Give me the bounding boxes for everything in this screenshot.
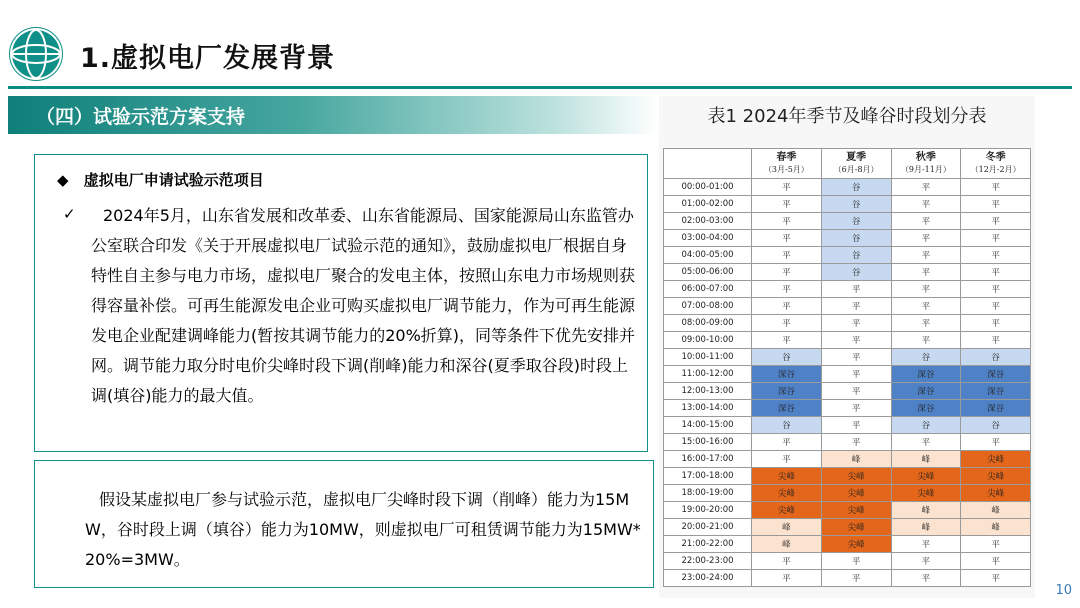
season-range: （12月-2月）	[970, 164, 1021, 174]
period-type-cell: 平	[752, 213, 822, 230]
period-type-cell: 谷	[961, 417, 1031, 434]
table-row	[664, 383, 1031, 400]
time-slot-cell: 10:00-11:00	[664, 349, 752, 366]
period-type-cell: 尖峰	[821, 468, 891, 485]
period-type-cell: 平	[752, 332, 822, 349]
period-type-cell: 谷	[821, 179, 891, 196]
time-slot-cell: 00:00-01:00	[664, 179, 752, 196]
period-type-cell: 平	[961, 553, 1031, 570]
period-type-cell: 平	[821, 366, 891, 383]
period-type-cell: 平	[821, 349, 891, 366]
period-type-cell: 平	[752, 298, 822, 315]
time-slot-cell: 22:00-23:00	[664, 553, 752, 570]
time-slot-cell: 04:00-05:00	[664, 247, 752, 264]
page-number: 10	[1055, 583, 1072, 598]
diamond-bullet-icon: ◆	[57, 171, 69, 189]
page-title: 1.虚拟电厂发展背景	[80, 43, 336, 74]
company-logo	[8, 24, 64, 84]
table-row	[664, 332, 1031, 349]
period-type-cell: 平	[961, 179, 1031, 196]
period-type-cell: 平	[961, 298, 1031, 315]
corner-cell	[664, 149, 752, 179]
period-type-cell: 谷	[821, 247, 891, 264]
period-type-cell: 尖峰	[961, 451, 1031, 468]
table-row	[664, 315, 1031, 332]
table-row	[664, 230, 1031, 247]
table-row	[664, 264, 1031, 281]
period-type-cell: 平	[961, 332, 1031, 349]
policy-text-box	[34, 154, 648, 452]
period-type-cell: 平	[891, 264, 961, 281]
period-type-cell: 深谷	[891, 400, 961, 417]
checkmark-icon: ✓	[63, 205, 76, 223]
period-type-cell: 平	[891, 570, 961, 587]
period-type-cell: 尖峰	[961, 485, 1031, 502]
time-slot-cell: 20:00-21:00	[664, 519, 752, 536]
period-type-cell: 深谷	[891, 366, 961, 383]
period-type-cell: 尖峰	[821, 519, 891, 536]
period-type-cell: 谷	[752, 417, 822, 434]
season-name: 冬季	[985, 151, 1006, 163]
table-row	[664, 349, 1031, 366]
time-slot-cell: 16:00-17:00	[664, 451, 752, 468]
period-type-cell: 尖峰	[752, 468, 822, 485]
example-text-box	[34, 460, 654, 588]
period-type-cell: 平	[891, 179, 961, 196]
period-type-cell: 平	[891, 332, 961, 349]
season-range: （3月-5月）	[763, 164, 809, 174]
period-type-cell: 尖峰	[752, 485, 822, 502]
period-type-cell: 谷	[961, 349, 1031, 366]
period-type-cell: 平	[961, 434, 1031, 451]
period-type-cell: 深谷	[752, 400, 822, 417]
column-header	[961, 149, 1031, 179]
period-type-cell: 平	[752, 196, 822, 213]
bullet-heading-row	[57, 169, 264, 190]
time-slot-cell: 15:00-16:00	[664, 434, 752, 451]
time-slot-cell: 05:00-06:00	[664, 264, 752, 281]
time-slot-cell: 01:00-02:00	[664, 196, 752, 213]
period-type-cell: 谷	[752, 349, 822, 366]
period-type-cell: 峰	[891, 519, 961, 536]
period-type-cell: 平	[821, 281, 891, 298]
period-type-cell: 平	[891, 434, 961, 451]
table-row	[664, 502, 1031, 519]
period-type-cell: 尖峰	[961, 468, 1031, 485]
period-type-cell: 平	[891, 230, 961, 247]
period-type-cell: 峰	[891, 502, 961, 519]
table-row	[664, 196, 1031, 213]
period-type-cell: 平	[752, 570, 822, 587]
period-type-cell: 峰	[752, 536, 822, 553]
time-slot-cell: 11:00-12:00	[664, 366, 752, 383]
season-peak-valley-table	[663, 148, 1031, 587]
period-type-cell: 平	[821, 417, 891, 434]
season-name: 秋季	[915, 151, 936, 163]
period-type-cell: 平	[961, 264, 1031, 281]
section-banner	[8, 96, 658, 134]
table-body	[664, 179, 1031, 587]
period-type-cell: 尖峰	[891, 485, 961, 502]
period-type-cell: 深谷	[752, 383, 822, 400]
table-row	[664, 570, 1031, 587]
period-type-cell: 尖峰	[821, 536, 891, 553]
period-type-cell: 平	[752, 281, 822, 298]
time-slot-cell: 23:00-24:00	[664, 570, 752, 587]
season-name: 春季	[776, 151, 797, 163]
period-type-cell: 平	[961, 247, 1031, 264]
period-type-cell: 平	[891, 536, 961, 553]
time-slot-cell: 13:00-14:00	[664, 400, 752, 417]
period-type-cell: 平	[961, 570, 1031, 587]
period-type-cell: 平	[821, 400, 891, 417]
policy-paragraph: 2024年5月，山东省发展和改革委、山东省能源局、国家能源局山东监管办公室联合印发《关于开展虚拟电厂试验示范的通知》，鼓励虚拟电厂根据自身特性自主参与电力市场，虚拟电厂聚合的发电主体，按照山东电力市场规则获得容量补偿。可再生能源发电企业可购买虚拟电厂调节能力，作为可再生能源发电企业配建调峰能力(暂按其调节能力的20%折算)，同等条件下优先安排并网。调节能力取分时电价尖峰时段下调(削峰)能力和深谷(夏季取谷段)时段上调(填谷)能力的最大值。	[91, 206, 636, 405]
season-name: 夏季	[846, 151, 867, 163]
table-row	[664, 247, 1031, 264]
period-type-cell: 平	[961, 230, 1031, 247]
table-row	[664, 366, 1031, 383]
period-type-cell: 平	[891, 298, 961, 315]
time-slot-cell: 14:00-15:00	[664, 417, 752, 434]
time-slot-cell: 12:00-13:00	[664, 383, 752, 400]
period-type-cell: 平	[961, 281, 1031, 298]
time-slot-cell: 17:00-18:00	[664, 468, 752, 485]
time-slot-cell: 21:00-22:00	[664, 536, 752, 553]
table-caption: 表1 2024年季节及峰谷时段划分表	[707, 106, 987, 127]
table-row	[664, 281, 1031, 298]
table-row	[664, 468, 1031, 485]
period-type-cell: 平	[752, 553, 822, 570]
table-row	[664, 536, 1031, 553]
period-type-cell: 平	[961, 196, 1031, 213]
time-slot-cell: 09:00-10:00	[664, 332, 752, 349]
table-row	[664, 298, 1031, 315]
period-type-cell: 深谷	[752, 366, 822, 383]
period-type-cell: 平	[752, 434, 822, 451]
table-row	[664, 485, 1031, 502]
season-table-panel	[659, 96, 1035, 598]
period-type-cell: 平	[752, 247, 822, 264]
period-type-cell: 平	[821, 383, 891, 400]
period-type-cell: 平	[821, 315, 891, 332]
period-type-cell: 平	[821, 553, 891, 570]
time-slot-cell: 02:00-03:00	[664, 213, 752, 230]
period-type-cell: 平	[961, 315, 1031, 332]
period-type-cell: 谷	[821, 213, 891, 230]
time-slot-cell: 19:00-20:00	[664, 502, 752, 519]
period-type-cell: 尖峰	[821, 485, 891, 502]
period-type-cell: 尖峰	[752, 502, 822, 519]
table-row	[664, 179, 1031, 196]
title-divider	[8, 86, 1072, 89]
period-type-cell: 平	[752, 179, 822, 196]
period-type-cell: 深谷	[961, 400, 1031, 417]
column-header	[821, 149, 891, 179]
period-type-cell: 平	[891, 213, 961, 230]
period-type-cell: 平	[752, 264, 822, 281]
table-row	[664, 553, 1031, 570]
table-row	[664, 213, 1031, 230]
time-slot-cell: 18:00-19:00	[664, 485, 752, 502]
example-paragraph: 假设某虚拟电厂参与试验示范，虚拟电厂尖峰时段下调（削峰）能力为15MW，谷时段上调（填谷）能力为10MW，则虚拟电厂可租赁调节能力为15MW*20%=3MW。	[85, 490, 641, 569]
time-slot-cell: 07:00-08:00	[664, 298, 752, 315]
season-range: （6月-8月）	[833, 164, 879, 174]
period-type-cell: 尖峰	[891, 468, 961, 485]
period-type-cell: 平	[752, 230, 822, 247]
period-type-cell: 平	[752, 451, 822, 468]
period-type-cell: 平	[891, 281, 961, 298]
column-header	[752, 149, 822, 179]
period-type-cell: 谷	[821, 230, 891, 247]
time-slot-cell: 06:00-07:00	[664, 281, 752, 298]
period-type-cell: 平	[891, 247, 961, 264]
season-range: （9月-11月）	[900, 164, 951, 174]
period-type-cell: 平	[821, 434, 891, 451]
column-header	[891, 149, 961, 179]
period-type-cell: 平	[891, 553, 961, 570]
period-type-cell: 峰	[961, 502, 1031, 519]
period-type-cell: 谷	[891, 349, 961, 366]
bullet-heading: 虚拟电厂申请试验示范项目	[83, 171, 264, 189]
period-type-cell: 峰	[821, 451, 891, 468]
table-row	[664, 519, 1031, 536]
period-type-cell: 平	[891, 315, 961, 332]
period-type-cell: 平	[752, 315, 822, 332]
period-type-cell: 平	[961, 213, 1031, 230]
period-type-cell: 平	[821, 570, 891, 587]
section-title: （四）试验示范方案支持	[36, 106, 246, 128]
period-type-cell: 峰	[961, 519, 1031, 536]
table-row	[664, 451, 1031, 468]
period-type-cell: 谷	[821, 196, 891, 213]
table-header-row	[664, 149, 1031, 179]
time-slot-cell: 03:00-04:00	[664, 230, 752, 247]
period-type-cell: 平	[821, 298, 891, 315]
period-type-cell: 平	[821, 332, 891, 349]
period-type-cell: 峰	[752, 519, 822, 536]
period-type-cell: 峰	[891, 451, 961, 468]
period-type-cell: 深谷	[961, 366, 1031, 383]
table-row	[664, 434, 1031, 451]
period-type-cell: 谷	[891, 417, 961, 434]
period-type-cell: 深谷	[961, 383, 1031, 400]
table-row	[664, 417, 1031, 434]
period-type-cell: 平	[961, 536, 1031, 553]
period-type-cell: 平	[891, 196, 961, 213]
period-type-cell: 尖峰	[821, 502, 891, 519]
period-type-cell: 谷	[821, 264, 891, 281]
period-type-cell: 深谷	[891, 383, 961, 400]
time-slot-cell: 08:00-09:00	[664, 315, 752, 332]
table-row	[664, 400, 1031, 417]
